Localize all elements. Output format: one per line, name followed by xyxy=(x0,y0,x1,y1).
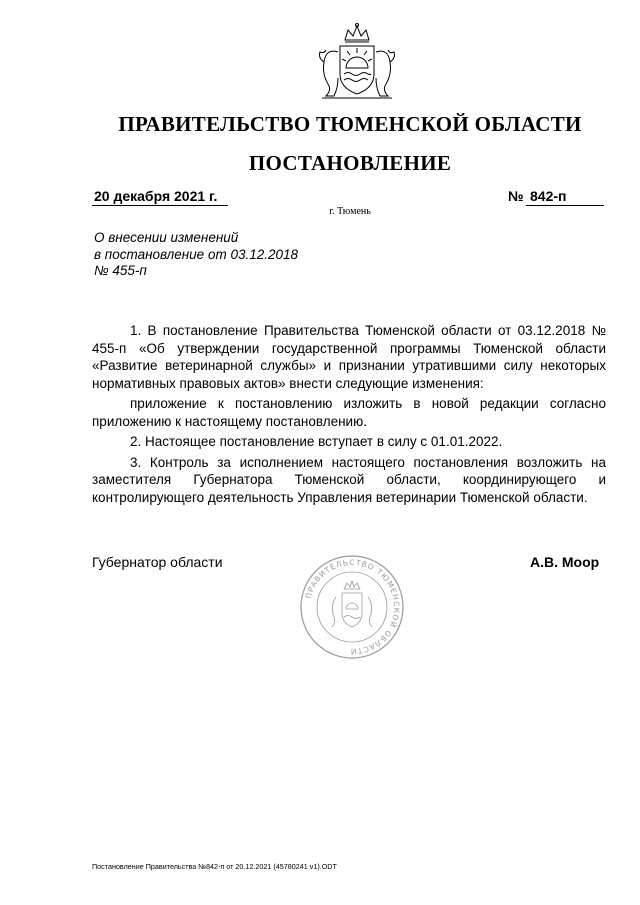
document-number: 842-п xyxy=(530,188,567,204)
document-body xyxy=(92,322,606,509)
subject-line: О внесении изменений xyxy=(94,230,239,245)
body-paragraph: приложение к постановлению изложить в новой редакции согласно приложению к настоящему постановлению. xyxy=(92,396,606,429)
body-paragraph: 3. Контроль за исполнением настоящего постановления возложить на заместителя Губернатора Тюменской области, координирующего и контролирующего деятельность Управления ветеринарии Тюменской области. xyxy=(92,454,606,505)
signatory-title: Губернатор области xyxy=(92,554,223,570)
official-seal xyxy=(298,553,406,661)
body-paragraph: 1. В постановление Правительства Тюменской области от 03.12.2018 № 455-п «Об утверждении государственной программы Тюменской области «Развитие ветеринарной службы» и признании утратившими силу некоторых нормативных правовых актов» внести следующие изменения: xyxy=(92,323,606,391)
seal-text: ПРАВИТЕЛЬСТВО ТЮМЕНСКОЙ ОБЛАСТИ xyxy=(303,557,402,657)
document-subject xyxy=(94,230,298,280)
coat-of-arms-emblem xyxy=(312,22,402,102)
government-title: ПРАВИТЕЛЬСТВО ТЮМЕНСКОЙ ОБЛАСТИ xyxy=(118,112,582,136)
page-footer: Постановление Правительства №842-п от 20.12.2021 (45780241 v1).ODT xyxy=(92,862,337,871)
svg-text:ПРАВИТЕЛЬСТВО ТЮМЕНСКОЙ ОБЛАСТ xyxy=(304,558,401,656)
subject-line: в постановление от 03.12.2018 xyxy=(94,246,299,262)
subject-line: № 455-п xyxy=(94,263,147,278)
city-label: г. Тюмень xyxy=(329,206,371,217)
document-type-title: ПОСТАНОВЛЕНИЕ xyxy=(248,151,452,175)
document-date: 20 декабря 2021 г. xyxy=(94,188,218,204)
signatory-name: А.В. Моор xyxy=(530,554,600,570)
body-paragraph: 2. Настоящее постановление вступает в силу с 01.01.2022. xyxy=(130,434,503,449)
number-sign: № xyxy=(508,188,524,204)
